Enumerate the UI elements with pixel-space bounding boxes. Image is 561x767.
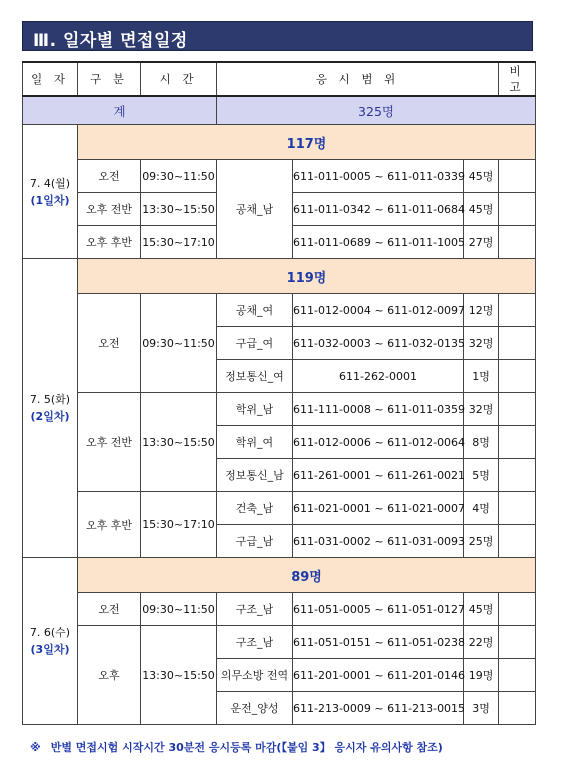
note-cell: [499, 226, 536, 259]
range-cell: 611-011-0689 ~ 611-011-1005: [293, 226, 464, 259]
note-cell: [499, 426, 536, 459]
category-cell: 구급_여: [217, 327, 293, 360]
count-cell: 45명: [464, 593, 499, 626]
category-cell: 건축_남: [217, 492, 293, 525]
period-cell: 오후 후반: [78, 226, 141, 259]
count-cell: 8명: [464, 426, 499, 459]
day-total-count: 119명: [78, 259, 536, 294]
period-cell: 오후: [78, 626, 141, 725]
day-total-count: 89명: [78, 558, 536, 593]
range-cell: 611-213-0009 ~ 611-213-0015: [293, 692, 464, 725]
range-cell: 611-111-0008 ~ 611-011-0359: [293, 393, 464, 426]
period-cell: 오전: [78, 294, 141, 393]
time-cell: 13:30~15:50: [141, 393, 217, 492]
count-cell: 25명: [464, 525, 499, 558]
count-cell: 19명: [464, 659, 499, 692]
time-cell: 09:30~11:50: [141, 160, 217, 193]
category-cell: 정보통신_남: [217, 459, 293, 492]
count-cell: 5명: [464, 459, 499, 492]
count-cell: 45명: [464, 160, 499, 193]
period-cell: 오후 전반: [78, 393, 141, 492]
range-cell: 611-262-0001: [293, 360, 464, 393]
header-row: [23, 62, 536, 96]
footnote: [30, 739, 443, 755]
count-cell: 3명: [464, 692, 499, 725]
category-cell: 구급_남: [217, 525, 293, 558]
table-row: [23, 626, 536, 659]
note-cell: [499, 593, 536, 626]
category-cell: 구조_남: [217, 593, 293, 626]
period-cell: 오후 후반: [78, 492, 141, 558]
note-cell: [499, 626, 536, 659]
period-cell: 오전: [78, 593, 141, 626]
range-cell: 611-012-0006 ~ 611-012-0064: [293, 426, 464, 459]
note-cell: [499, 393, 536, 426]
note-cell: [499, 193, 536, 226]
note-cell: [499, 659, 536, 692]
header-division: 구 분: [78, 62, 141, 96]
date-cell: [23, 558, 78, 725]
count-cell: 32명: [464, 393, 499, 426]
note-cell: [499, 459, 536, 492]
range-cell: 611-032-0003 ~ 611-032-0135: [293, 327, 464, 360]
category-cell: 공채_남: [217, 160, 293, 259]
table-row: [23, 492, 536, 525]
category-cell: 학위_남: [217, 393, 293, 426]
footnote-symbol: ※: [30, 741, 41, 754]
header-range: 응 시 범 위: [217, 62, 499, 96]
category-cell: 학위_여: [217, 426, 293, 459]
range-cell: 611-201-0001 ~ 611-201-0146: [293, 659, 464, 692]
table-row: [23, 160, 536, 193]
count-cell: 22명: [464, 626, 499, 659]
count-cell: 27명: [464, 226, 499, 259]
note-cell: [499, 492, 536, 525]
range-cell: 611-261-0001 ~ 611-261-0021: [293, 459, 464, 492]
day-order-label: (1일차): [30, 193, 70, 207]
category-cell: 공채_여: [217, 294, 293, 327]
note-cell: [499, 327, 536, 360]
range-cell: 611-051-0005 ~ 611-051-0127: [293, 593, 464, 626]
time-cell: 15:30~17:10: [141, 492, 217, 558]
category-cell: 운전_양성: [217, 692, 293, 725]
date-label: 7. 5(화): [29, 393, 71, 406]
header-date: 일 자: [23, 62, 78, 96]
interview-schedule-table: [22, 61, 536, 725]
period-cell: 오후 전반: [78, 193, 141, 226]
note-cell: [499, 160, 536, 193]
period-cell: 오전: [78, 160, 141, 193]
range-cell: 611-011-0342 ~ 611-011-0684: [293, 193, 464, 226]
day-total-row: [23, 558, 536, 593]
day-order-label: (3일차): [30, 643, 70, 656]
header-time: 시 간: [141, 62, 217, 96]
note-cell: [499, 692, 536, 725]
range-cell: 611-031-0002 ~ 611-031-0093: [293, 525, 464, 558]
note-cell: [499, 525, 536, 558]
range-cell: 611-011-0005 ~ 611-011-0339: [293, 160, 464, 193]
total-count: 325명: [217, 96, 536, 125]
schedule-body: [23, 96, 536, 725]
table-row: [23, 294, 536, 327]
date-cell: [23, 259, 78, 558]
time-cell: 13:30~15:50: [141, 193, 217, 226]
count-cell: 32명: [464, 327, 499, 360]
time-cell: 13:30~15:50: [141, 626, 217, 725]
note-cell: [499, 294, 536, 327]
date-cell: [23, 125, 78, 259]
note-cell: [499, 360, 536, 393]
category-cell: 의무소방 전역: [217, 659, 293, 692]
total-row: [23, 96, 536, 125]
day-order-label: (2일차): [30, 410, 70, 423]
day-total-row: [23, 125, 536, 160]
date-label: 7. 6(수): [29, 626, 71, 639]
day-total-count: 117명: [78, 125, 536, 160]
count-cell: 1명: [464, 360, 499, 393]
category-cell: 정보통신_여: [217, 360, 293, 393]
table-row: [23, 593, 536, 626]
day-total-row: [23, 259, 536, 294]
range-cell: 611-051-0151 ~ 611-051-0238: [293, 626, 464, 659]
count-cell: 45명: [464, 193, 499, 226]
header-note: 비 고: [499, 62, 536, 96]
date-label: 7. 4(월): [29, 176, 71, 190]
section-title: Ⅲ. 일자별 면접일정: [33, 31, 188, 51]
time-cell: 09:30~11:50: [141, 593, 217, 626]
table-row: [23, 393, 536, 426]
time-cell: 15:30~17:10: [141, 226, 217, 259]
total-label: 계: [23, 96, 217, 125]
footnote-text: 반별 면접시험 시작시간 30분전 응시등록 마감(【붙임 3】 응시자 유의사항 참조): [50, 741, 443, 754]
time-cell: 09:30~11:50: [141, 294, 217, 393]
range-cell: 611-012-0004 ~ 611-012-0097: [293, 294, 464, 327]
range-cell: 611-021-0001 ~ 611-021-0007: [293, 492, 464, 525]
count-cell: 12명: [464, 294, 499, 327]
count-cell: 4명: [464, 492, 499, 525]
section-title-box: [22, 21, 533, 51]
category-cell: 구조_남: [217, 626, 293, 659]
